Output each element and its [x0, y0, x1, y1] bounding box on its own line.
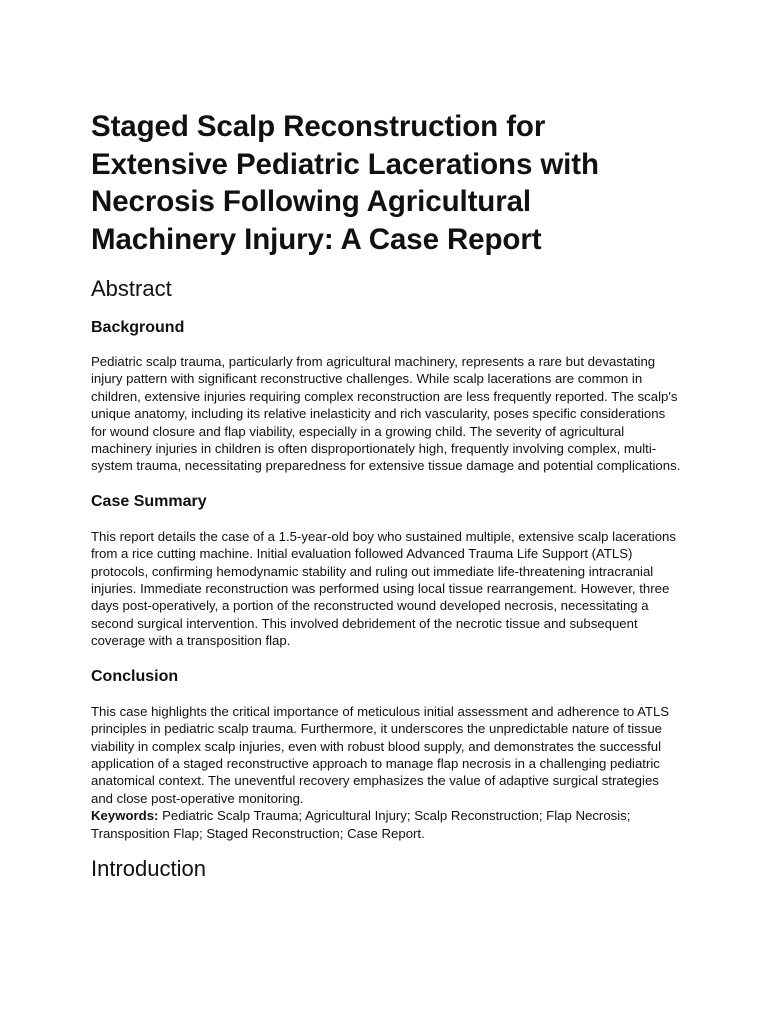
background-section: [91, 317, 681, 475]
conclusion-text: This case highlights the critical importance of meticulous initial assessment and adherence to ATLS principles in pediatric scalp trauma. Furthermore, it underscores the unpredictable nature of tissue viability in complex scalp injuries, even with robust blood supply, and demonstrates the successful application of a staged reconstructive approach to manage flap necrosis in a challenging pediatric anatomical context. The uneventful recovery emphasizes the value of adaptive surgical strategies and close post-operative monitoring.: [91, 703, 670, 806]
introduction-heading: Introduction: [91, 855, 206, 881]
case-summary-paragraph: This report details the case of a 1.5-year-old boy who sustained multiple, extensive scalp lacerations from a rice cutting machine. Initial evaluation followed Advanced Trauma Life Support (ATLS) protocols, confirming hemodynamic stability and ruling out immediate life-threatening intracranial injuries. Immediate reconstruction was performed using local tissue rearrangement. However, three days post-operatively, a portion of the reconstructed wound developed necrosis, necessitating a second surgical intervention. This involved debridement of the necrotic tissue and subsequent coverage with a transposition flap.: [91, 528, 676, 649]
conclusion-section: [91, 666, 681, 842]
paper-title: Staged Scalp Reconstruction for Extensive Pediatric Lacerations with Necrosis Following Agricultural Machinery Injury: A Case Report: [91, 110, 599, 256]
case-summary-heading: Case Summary: [91, 492, 207, 510]
background-heading: Background: [91, 319, 185, 336]
keywords-label: Keywords:: [91, 808, 159, 824]
keywords-text: Pediatric Scalp Trauma; Agricultural Injury; Scalp Reconstruction; Flap Necrosis; Transposition Flap; Staged Reconstruction; Case Report.: [91, 808, 631, 841]
conclusion-heading: Conclusion: [91, 667, 179, 685]
abstract-heading: Abstract: [91, 276, 172, 301]
document-page: [91, 108, 681, 884]
conclusion-paragraph: [91, 703, 681, 842]
case-summary-section: [91, 491, 681, 650]
background-paragraph: Pediatric scalp trauma, particularly from agricultural machinery, represents a rare but devastating injury pattern with significant reconstructive challenges. While scalp lacerations are common in children, extensive injuries requiring complex reconstruction are less frequently reported. The scalp's unique anatomy, including its relative inelasticity and rich vascularity, poses specific considerations for wound closure and flap viability, especially in a growing child. The severity of agricultural machinery injuries in children is often disproportionately high, frequently involving complex, multi-system trauma, necessitating preparedness for extensive tissue damage and potential complications.: [91, 354, 681, 474]
